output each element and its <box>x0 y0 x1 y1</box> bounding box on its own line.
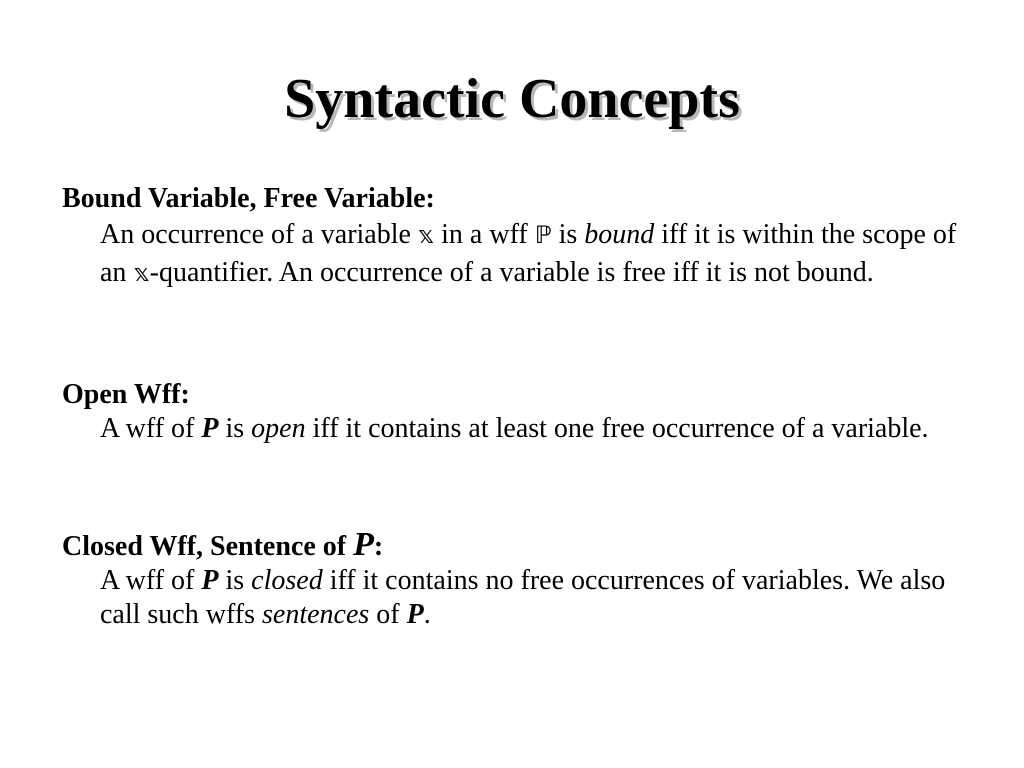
language-p: P <box>201 413 219 444</box>
heading-text: Closed Wff, Sentence of <box>62 531 354 562</box>
variable-x-symbol: 𝕩 <box>133 259 150 287</box>
section-bound-free-variable <box>62 182 982 292</box>
emphasis-open: open <box>251 413 306 444</box>
body-text: in a wff <box>434 219 535 250</box>
body-text: is <box>218 413 252 444</box>
section-heading <box>62 528 982 564</box>
emphasis-sentences: sentences <box>262 599 370 630</box>
section-body <box>100 216 982 292</box>
body-text: iff it is within the scope of an <box>100 219 957 288</box>
body-text: -quantifier. An occurrence of a variable is free iff it is not bound. <box>149 257 874 288</box>
section-open-wff <box>62 378 982 446</box>
body-text: An occurrence of a variable <box>100 219 418 250</box>
section-heading: Bound Variable, Free Variable: <box>62 183 435 214</box>
section-heading: Open Wff: <box>62 379 190 410</box>
language-p: P <box>406 599 424 630</box>
body-text: . <box>423 599 431 630</box>
wff-p-symbol: ℙ <box>534 221 552 249</box>
slide-title: Syntactic Concepts <box>284 68 740 130</box>
body-text: iff it contains at least one free occurrence of a variable. <box>305 413 929 444</box>
emphasis-closed: closed <box>251 565 323 596</box>
language-p: P <box>353 526 374 563</box>
body-text: A wff of <box>100 565 202 596</box>
section-body <box>100 564 982 632</box>
section-body <box>100 412 982 446</box>
language-p: P <box>201 565 219 596</box>
section-closed-wff <box>62 528 982 632</box>
body-text: A wff of <box>100 413 202 444</box>
heading-colon: : <box>373 531 384 562</box>
body-text: is <box>551 219 585 250</box>
body-text: iff it contains no free occurrences of variables. We also call such wffs <box>100 565 946 630</box>
body-text: is <box>218 565 252 596</box>
emphasis-bound: bound <box>584 219 655 250</box>
variable-x-symbol: 𝕩 <box>417 221 435 249</box>
body-text: of <box>369 599 407 630</box>
